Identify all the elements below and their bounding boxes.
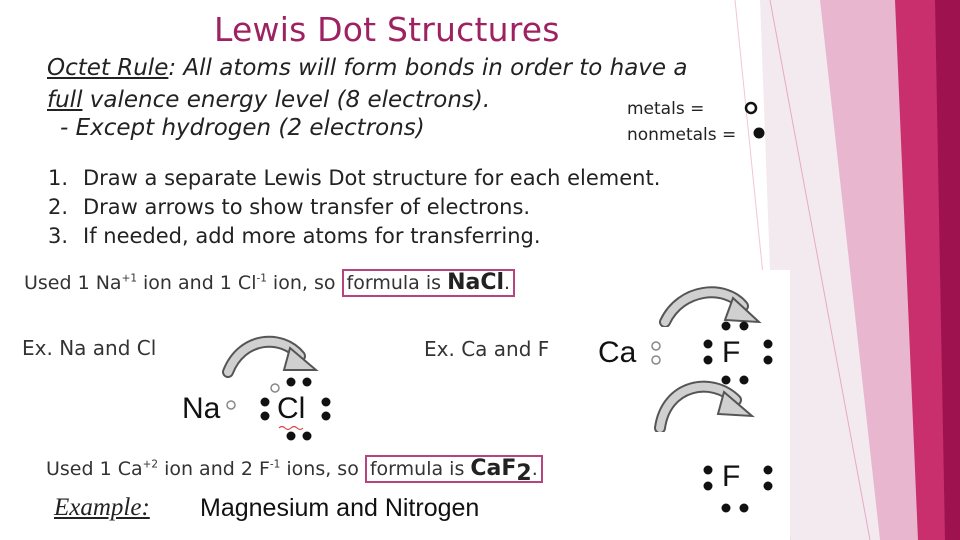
f-electron-dots-bottom [700, 442, 780, 517]
caf-used-c: ions, so [280, 458, 365, 480]
slide-title: Lewis Dot Structures [214, 10, 560, 49]
legend-metals-label: metals = [627, 99, 705, 119]
step-number: 3. [48, 224, 69, 248]
f-symbol-top: F [722, 336, 741, 369]
step-item [48, 222, 660, 251]
caf-formula: CaF [470, 456, 517, 481]
step-item [48, 193, 660, 222]
step-number: 1. [48, 166, 69, 190]
octet-line2-rest: valence energy level (8 electrons). [82, 87, 491, 113]
f-charge: -1 [269, 458, 281, 471]
na-charge: +1 [121, 272, 137, 285]
cl-electron-dots [255, 372, 335, 442]
full-word: full [47, 87, 83, 113]
legend-metals [627, 99, 704, 119]
octet-rule-text [47, 52, 687, 116]
step-item [48, 164, 660, 193]
f-symbol-bottom: F [722, 460, 741, 493]
nacl-used-b: ion and 1 Cl [136, 272, 257, 294]
na-symbol: Na [182, 392, 221, 425]
octet-rule-rest: : All atoms will form bonds in order to have a [168, 55, 688, 81]
caf-formula-lead: formula is [369, 458, 471, 480]
nacl-formula-lead: formula is [346, 272, 448, 294]
step-number: 2. [48, 195, 69, 219]
cl-symbol: Cl [277, 392, 306, 425]
cl-charge: -1 [256, 272, 267, 285]
open-dot-icon [743, 100, 759, 116]
step-text: Draw arrows to show transfer of electrons. [83, 195, 531, 219]
caf-example-label: Ex. Ca and F [424, 337, 550, 361]
caf-formula-subscript: 2 [516, 460, 532, 486]
nacl-example-label: Ex. Na and Cl [22, 336, 157, 360]
octet-rule-label: Octet Rule [47, 55, 169, 81]
legend-nonmetals [627, 125, 736, 145]
ca-electron-dots [648, 338, 664, 370]
nacl-formula: NaCl [447, 270, 505, 295]
caf-used-a: Used 1 Ca [46, 458, 143, 480]
caf-period: . [531, 458, 538, 480]
nacl-summary [24, 270, 515, 295]
nacl-used-a: Used 1 Na [24, 272, 122, 294]
example-text: Magnesium and Nitrogen [200, 494, 480, 522]
filled-dot-icon [751, 125, 767, 141]
steps-list [48, 164, 660, 251]
legend-nonmetals-label: nonmetals = [627, 125, 737, 145]
except-hydrogen: - Except hydrogen (2 electrons) [60, 115, 425, 141]
nacl-period: . [504, 272, 511, 294]
caf-used-b: ion and 2 F [158, 458, 270, 480]
ca-charge: +2 [142, 458, 159, 471]
step-text: Draw a separate Lewis Dot structure for each element. [83, 166, 661, 190]
step-text: If needed, add more atoms for transferring. [83, 224, 541, 248]
caf-transfer-arrow-bottom [648, 372, 758, 432]
caf-summary [46, 456, 543, 486]
ca-symbol: Ca [598, 336, 637, 369]
na-electron-dot [224, 398, 238, 412]
caf-formula-box [365, 455, 543, 486]
nacl-used-c: ion, so [266, 272, 342, 294]
nacl-formula-box [342, 269, 516, 297]
example-label: Example: [54, 494, 150, 521]
